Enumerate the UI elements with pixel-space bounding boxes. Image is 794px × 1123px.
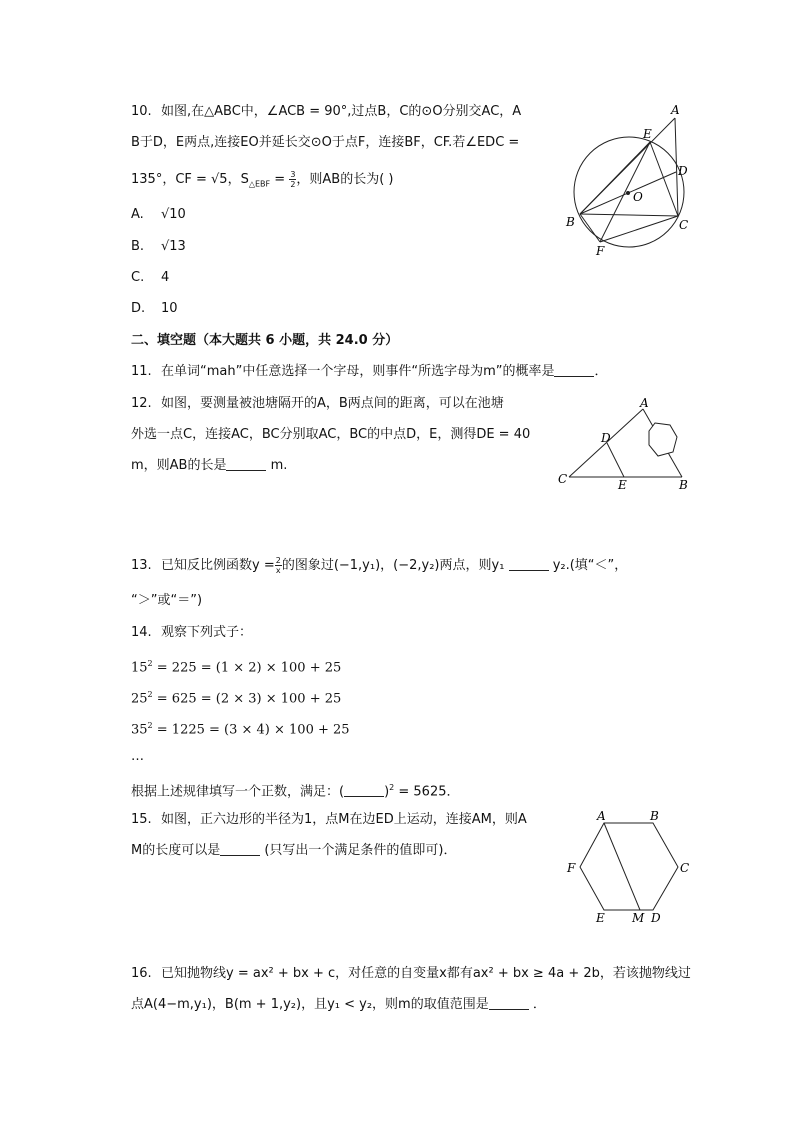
q12-label-e: E xyxy=(618,478,627,492)
q10-label-e: E xyxy=(643,127,652,141)
q10-label-f: F xyxy=(596,244,605,258)
q10-label-o: O xyxy=(633,190,643,204)
q14-row-1-base: 15 xyxy=(131,660,148,676)
q14-row-3-sup: 2 xyxy=(147,721,153,730)
q12-text-line1: 如图，要测量被池塘隔开的A，B两点间的距离，可以在池塘 xyxy=(161,396,504,411)
q10-label-c: C xyxy=(679,218,689,232)
q14-row-2-rest: = 625 = (2 × 3) × 100 + 25 xyxy=(152,691,342,707)
q15-number: 15. xyxy=(131,812,152,827)
q11-text: 在单词“mah”中任意选择一个字母，则事件“所选字母为m”的概率是 xyxy=(161,364,555,379)
q12-label-a: A xyxy=(640,396,649,410)
q15-answer-blank xyxy=(220,843,260,856)
q12-line1 xyxy=(131,395,504,413)
q13-frac-bottom: x xyxy=(275,566,281,575)
q15-line2 xyxy=(131,842,457,860)
q10-line1 xyxy=(131,103,521,121)
q10-label-d: D xyxy=(678,164,688,178)
q16-text-line2b: ． xyxy=(532,997,546,1012)
q12-text-line3b: m. xyxy=(270,458,288,473)
q12-label-c: C xyxy=(558,472,568,486)
q15-text-line2a: M的长度可以是 xyxy=(131,843,221,858)
section-title: 二、填空题（本大题共 6 小题，共 24.0 分） xyxy=(131,333,399,348)
q15-label-d: D xyxy=(651,911,661,925)
q10-text-line3a: 135°，CF = √5，S xyxy=(131,172,249,187)
q11-number: 11. xyxy=(131,364,152,379)
q14-fill-a: 根据上述规律填写一个正数，满足：( xyxy=(131,784,345,800)
q15-label-f: F xyxy=(567,861,576,875)
q10-option-d xyxy=(131,300,178,318)
q14-row-2-sup: 2 xyxy=(147,690,153,699)
q10-option-d-value: 10 xyxy=(161,301,178,316)
q10-option-b-label: B. xyxy=(131,239,145,254)
q10-number: 10. xyxy=(131,104,152,119)
q15-figure xyxy=(560,805,700,930)
q12-label-b: B xyxy=(679,478,688,492)
q10-option-b xyxy=(131,238,186,256)
q14-fill-b: ) xyxy=(384,784,390,800)
q14-row-1 xyxy=(131,655,341,677)
q10-option-c-label: C. xyxy=(131,270,145,285)
q16-number: 16. xyxy=(131,966,152,981)
q14-fill-line xyxy=(131,779,460,801)
q16-answer-blank xyxy=(489,997,529,1010)
q14-row-2-base: 25 xyxy=(131,691,148,707)
q15-text-line1: 如图，正六边形的半径为1，点M在边ED上运动，连接AM，则A xyxy=(161,812,527,827)
q12-line3 xyxy=(131,457,287,475)
q10-area-subscript: △EBF xyxy=(248,179,271,189)
q13-line1 xyxy=(131,556,627,575)
q12-text-line3a: m，则AB的长是 xyxy=(131,458,227,473)
q10-label-b: B xyxy=(566,215,575,229)
q13-text-c: y₂.(填“＜”， xyxy=(552,558,628,573)
q15-line1 xyxy=(131,811,527,829)
q14-intro: 观察下列式子： xyxy=(161,625,253,640)
q10-option-b-value: √13 xyxy=(161,239,186,254)
q10-figure xyxy=(560,100,700,260)
q13-frac-top: 2 xyxy=(275,556,281,565)
q15-text-line2b: (只写出一个满足条件的值即可)． xyxy=(264,843,457,858)
q10-text-line2: B于D，E两点,连接EO并延长交⊙O于点F，连接BF，CF.若∠EDC = xyxy=(131,135,520,150)
q10-label-a: A xyxy=(671,103,680,117)
q10-frac-bottom: 2 xyxy=(290,180,296,189)
q14-fill-sup: 2 xyxy=(389,783,395,792)
q12-text-line2: 外选一点C，连接AC，BC分别取AC，BC的中点D，E，测得DE = 40 xyxy=(131,427,531,442)
q10-text-line1: 如图,在△ABC中，∠ACB = 90°,过点B，C的⊙O分别交AC，A xyxy=(161,104,522,119)
q16-text-line1: 已知抛物线y = ax² + bx + c，对任意的自变量x都有ax² + bx ≥ 4a + 2b，若该抛物线过 xyxy=(161,966,691,981)
q16-text-line2a: 点A(4−m,y₁)，B(m + 1,y₂)，且y₁ < y₂，则m的取值范围是 xyxy=(131,997,489,1012)
q10-line3 xyxy=(131,170,394,194)
q13-text-b: 的图象过(−1,y₁)，(−2,y₂)两点，则y₁ xyxy=(281,558,505,573)
q14-number: 14. xyxy=(131,625,152,640)
q11-tail: ． xyxy=(594,364,608,379)
q15-label-e: E xyxy=(596,911,605,925)
q10-frac-top: 3 xyxy=(290,170,296,179)
q14-row-1-rest: = 225 = (1 × 2) × 100 + 25 xyxy=(152,660,342,676)
q14-line1 xyxy=(131,624,252,642)
q13-fraction xyxy=(275,556,282,575)
q15-label-c: C xyxy=(680,861,690,875)
q10-equals: = xyxy=(270,172,290,187)
q15-label-b: B xyxy=(650,809,659,823)
q13-line2: “＞”或“＝”) xyxy=(131,593,203,608)
q10-option-c-value: 4 xyxy=(161,270,170,285)
q14-row-3-rest: = 1225 = (3 × 4) × 100 + 25 xyxy=(152,722,350,738)
q12-answer-blank xyxy=(226,458,266,471)
q10-option-a-label: A. xyxy=(131,207,144,222)
q14-row-3 xyxy=(131,717,350,739)
q12-number: 12. xyxy=(131,396,152,411)
q12-label-d: D xyxy=(601,431,611,445)
q14-row-1-sup: 2 xyxy=(147,659,153,668)
q14-row-2 xyxy=(131,686,341,708)
q14-answer-blank xyxy=(344,784,384,797)
q13-text-a: 已知反比例函数y = xyxy=(161,558,275,573)
q10-option-a xyxy=(131,206,186,224)
q10-option-c xyxy=(131,269,169,287)
q13-number: 13. xyxy=(131,558,152,573)
q14-ellipsis: … xyxy=(131,749,144,764)
q11-line xyxy=(131,363,608,381)
q14-fill-c: = 5625． xyxy=(394,784,460,800)
q16-line2 xyxy=(131,996,546,1014)
q16-line1 xyxy=(131,965,691,983)
q10-text-line3b: ，则AB的长为( ) xyxy=(296,172,394,187)
q15-label-m: M xyxy=(632,911,645,925)
q13-answer-blank xyxy=(509,558,549,571)
q10-option-d-label: D. xyxy=(131,301,146,316)
q12-figure xyxy=(555,395,700,495)
q15-label-a: A xyxy=(597,809,606,823)
q14-row-3-base: 35 xyxy=(131,722,148,738)
q11-answer-blank xyxy=(554,364,594,377)
q10-option-a-value: √10 xyxy=(161,207,186,222)
